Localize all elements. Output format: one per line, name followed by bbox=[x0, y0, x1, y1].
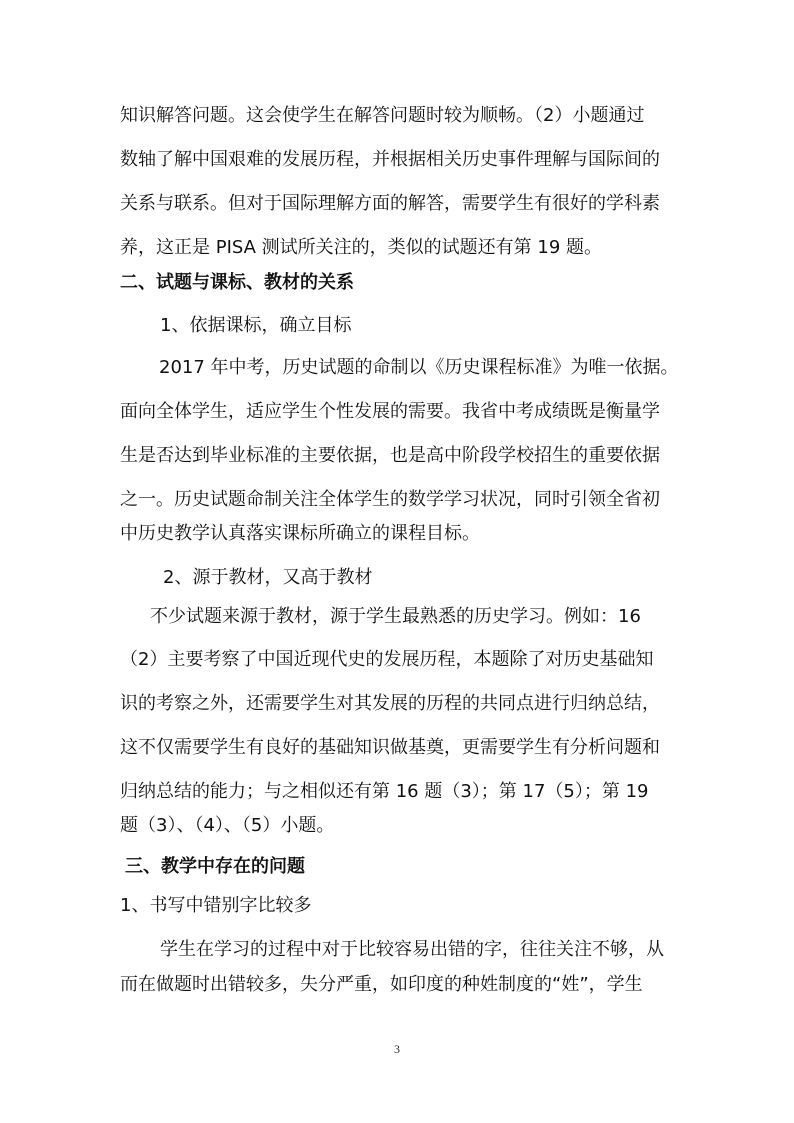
section-heading: 三、教学中存在的问题 bbox=[125, 856, 305, 877]
section-heading: 二、试题与课标、教材的关系 bbox=[120, 272, 354, 293]
subsection-heading: 1、书写中错别字比较多 bbox=[120, 895, 312, 916]
paragraph-line: 这不仅需要学生有良好的基础知识做基奠，更需要学生有分析问题和 bbox=[120, 737, 660, 758]
subsection-heading: 2、源于教材，又高于教材 bbox=[163, 567, 373, 588]
paragraph-line: 不少试题来源于教材，源于学生最熟悉的历史学习。例如：16 bbox=[150, 606, 641, 627]
paragraph-line: 2017 年中考，历史试题的命制以《历史课程标准》为唯一依据。 bbox=[159, 357, 679, 378]
paragraph-line: 题（3）、（4）、（5）小题。 bbox=[120, 815, 335, 836]
paragraph-line: （2）主要考察了中国近现代史的发展历程，本题除了对历史基础知 bbox=[120, 649, 654, 670]
subsection-heading: 1、依据课标，确立目标 bbox=[160, 315, 352, 336]
paragraph-line: 数轴了解中国艰难的发展历程，并根据相关历史事件理解与国际间的 bbox=[120, 149, 660, 170]
paragraph-line: 面向全体学生，适应学生个性发展的需要。我省中考成绩既是衡量学 bbox=[120, 401, 660, 422]
paragraph-line: 养，这正是 PISA 测试所关注的，类似的试题还有第 19 题。 bbox=[120, 237, 603, 258]
paragraph-line: 之一。历史试题命制关注全体学生的数学学习状况，同时引领全省初 bbox=[120, 489, 660, 510]
paragraph-line: 学生在学习的过程中对于比较容易出错的字，往往关注不够，从 bbox=[160, 939, 664, 960]
paragraph-line: 归纳总结的能力；与之相似还有第 16 题（3）；第 17（5）；第 19 bbox=[120, 781, 649, 802]
paragraph-line: 中历史教学认真落实课标所确立的课程目标。 bbox=[120, 523, 480, 544]
paragraph-line: 关系与联系。但对于国际理解方面的解答，需要学生有很好的学科素 bbox=[120, 193, 660, 214]
paragraph-line: 而在做题时出错较多，失分严重，如印度的种姓制度的“姓”，学生 bbox=[120, 974, 643, 995]
paragraph-line: 识的考察之外，还需要学生对其发展的历程的共同点进行归纳总结， bbox=[120, 693, 660, 714]
paragraph-line: 知识解答问题。这会使学生在解答问题时较为顺畅。（2）小题通过 bbox=[120, 105, 645, 126]
paragraph-line: 生是否达到毕业标准的主要依据，也是高中阶段学校招生的重要依据 bbox=[120, 445, 660, 466]
page-number: 3 bbox=[394, 1042, 400, 1056]
